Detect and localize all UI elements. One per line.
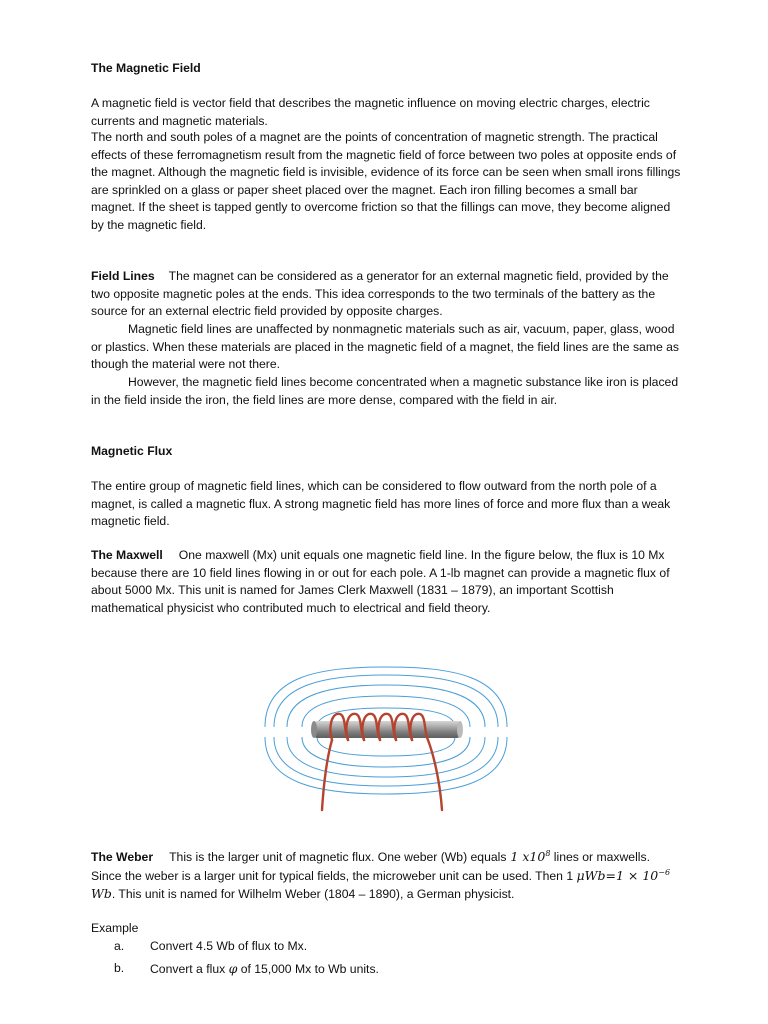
field-line	[265, 667, 507, 727]
maxwell-paragraph	[91, 547, 681, 617]
page-title: The Magnetic Field	[91, 61, 201, 75]
core-end-right	[457, 721, 463, 738]
phi-symbol: φ	[228, 961, 238, 976]
weber-formula-2: $\mu Wb=1 \times 10^{-6}$ Wb	[91, 867, 671, 902]
weber-paragraph	[91, 848, 681, 904]
magnetic-flux-heading: Magnetic Flux	[91, 444, 173, 458]
maxwell-text: One maxwell (Mx) unit equals one magnetic field line. In the figure below, the flux is 10 Mx because there are 10 field lines flowing in or out for each pole. A 1-lb magnet can provide a magnetic flux of about 5000 Mx. This unit is named for James Clerk Maxwell (1831 – 1879), an important Scottish mathematical physicist who contributed much to electrical and field theory.	[91, 548, 670, 615]
intro-paragraph-1: A magnetic field is vector field that describes the magnetic influence on moving electric charges, electric currents and magnetic materials.	[91, 96, 650, 128]
field-lines-paragraph-1	[91, 268, 681, 321]
example-heading: Example	[91, 921, 139, 935]
field-line	[317, 737, 455, 756]
magnetic-flux-paragraph: The entire group of magnetic field lines, which can be considered to flow outward from the north pole of a magnet, is called a magnetic flux. A strong magnetic field has more lines of force and more flux than a weak magnetic field.	[91, 479, 671, 529]
weber-text-3: . This unit is named for Wilhelm Weber (1804 – 1890), a German physicist.	[111, 887, 515, 902]
weber-formula-1: 1 $x10^8$	[510, 848, 551, 864]
core-end-left	[311, 721, 317, 738]
iron-core	[314, 721, 460, 738]
list-item: b. Convert a flux φ of 15,000 Mx to Wb units.	[114, 961, 379, 976]
field-line	[274, 675, 498, 727]
weber-text-1: This is the larger unit of magnetic flux. One weber (Wb) equals	[169, 850, 507, 864]
field-line	[274, 737, 498, 786]
list-item: a. Convert 4.5 Wb of flux to Mx.	[114, 939, 308, 953]
coil-lead-left	[322, 740, 332, 810]
field-line	[265, 737, 507, 794]
example-list	[91, 938, 681, 979]
intro-paragraph-2: The north and south poles of a magnet are the points of concentration of magnetic strength. The practical effects of these ferromagnetism result from the magnetic field of force between two poles at opposite ends of the magnet. Although the magnetic field is invisible, evidence of its force can be seen when small irons fillings are sprinkled on a glass or paper sheet placed over the magnet. Each iron filling becomes a small bar magnet. If the sheet is tapped gently to overcome friction so that the fillings can move, they become aligned by the magnetic field.	[91, 130, 681, 232]
field-lines-paragraph-2: Magnetic field lines are unaffected by nonmagnetic materials such as air, vacuum, paper, glass, wood or plastics. When these materials are placed in the magnetic field of a magnet, the field lines are the same as though the material were not there.	[91, 322, 680, 372]
solenoid-field-figure	[262, 664, 510, 814]
field-lines-label: Field Lines	[91, 269, 155, 283]
weber-text-2: lines or maxwells. Since the weber is a larger unit for typical fields, the microweber unit can be used. Then 1	[91, 850, 650, 883]
maxwell-label: The Maxwell	[91, 548, 163, 562]
field-lines-text: The magnet can be considered as a generator for an external magnetic field, provided by the two opposite magnetic poles at the ends. This idea corresponds to the two terminals of the battery as the source for an external electric field provided by opposite charges.	[91, 269, 669, 319]
weber-label: The Weber	[91, 850, 154, 864]
field-lines-paragraph-3: However, the magnetic field lines become concentrated when a magnetic substance like iron is placed in the field inside the iron, the field lines are more dense, compared with the field in air.	[91, 375, 679, 407]
